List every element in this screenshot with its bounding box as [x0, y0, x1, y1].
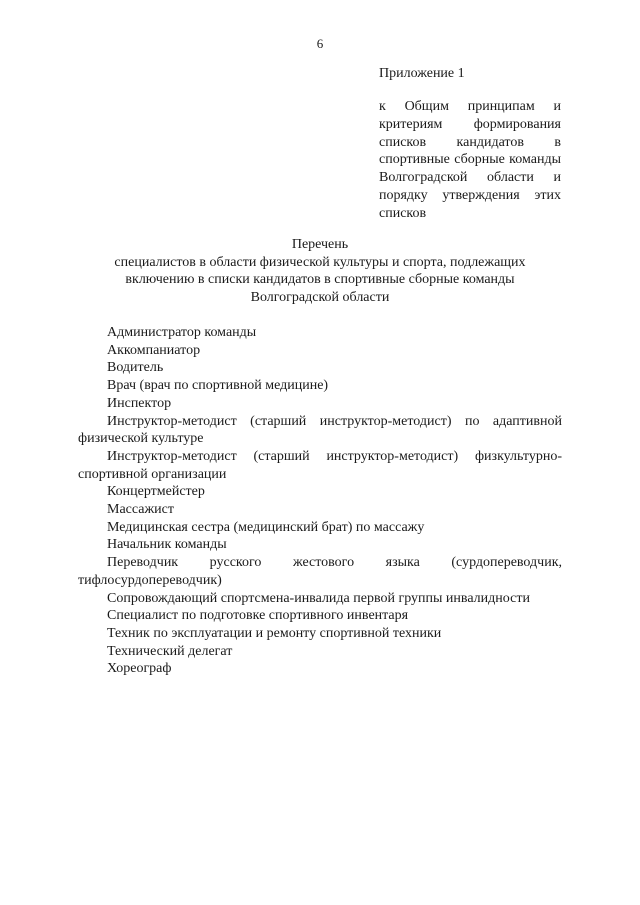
list-item: Аккомпаниатор	[107, 342, 201, 358]
appendix-title: Приложение 1	[379, 66, 465, 81]
document-title-line: специалистов в области физической культуры и спорта, подлежащих	[114, 254, 526, 270]
list-item: Инструктор-методист (старший инструктор-методист) физкультурно-спортивной организации	[78, 448, 562, 482]
list-item: Инструктор-методист (старший инструктор-методист) по адаптивной физической культуре	[78, 413, 562, 447]
list-item: Водитель	[107, 360, 164, 376]
list-item: Сопровождающий спортсмена-инвалида первой группы инвалидности	[107, 590, 530, 606]
list-item: Переводчик русского жестового языка (сурдопереводчик, тифлосурдопереводчик)	[78, 555, 562, 588]
list-item: Начальник команды	[107, 537, 227, 553]
list-item: Техник по эксплуатации и ремонту спортивной техники	[107, 625, 442, 641]
list-item: Администратор команды	[107, 325, 257, 340]
document-title	[60, 236, 580, 306]
list-item: Врач (врач по спортивной медицине)	[107, 378, 329, 394]
specialist-list	[78, 324, 562, 678]
list-item: Массажист	[107, 502, 174, 518]
appendix-reference: к Общим принципам и критериям формирования списков кандидатов в спортивные сборные команды Волгоградской области и порядку утверждения этих списков	[379, 99, 561, 221]
document-title-line: Перечень	[291, 237, 349, 252]
list-item: Медицинская сестра (медицинский брат) по массажу	[107, 519, 425, 535]
page-number: 6	[316, 36, 324, 51]
list-item: Инспектор	[107, 395, 172, 411]
list-item: Концертмейстер	[107, 484, 205, 500]
document-title-line: включению в списки кандидатов в спортивные сборные команды	[125, 272, 515, 288]
list-item: Технический делегат	[107, 643, 233, 659]
list-item: Хореограф	[107, 661, 172, 677]
list-item: Специалист по подготовке спортивного инвентаря	[107, 608, 409, 624]
document-title-line: Волгоградской области	[250, 289, 390, 305]
